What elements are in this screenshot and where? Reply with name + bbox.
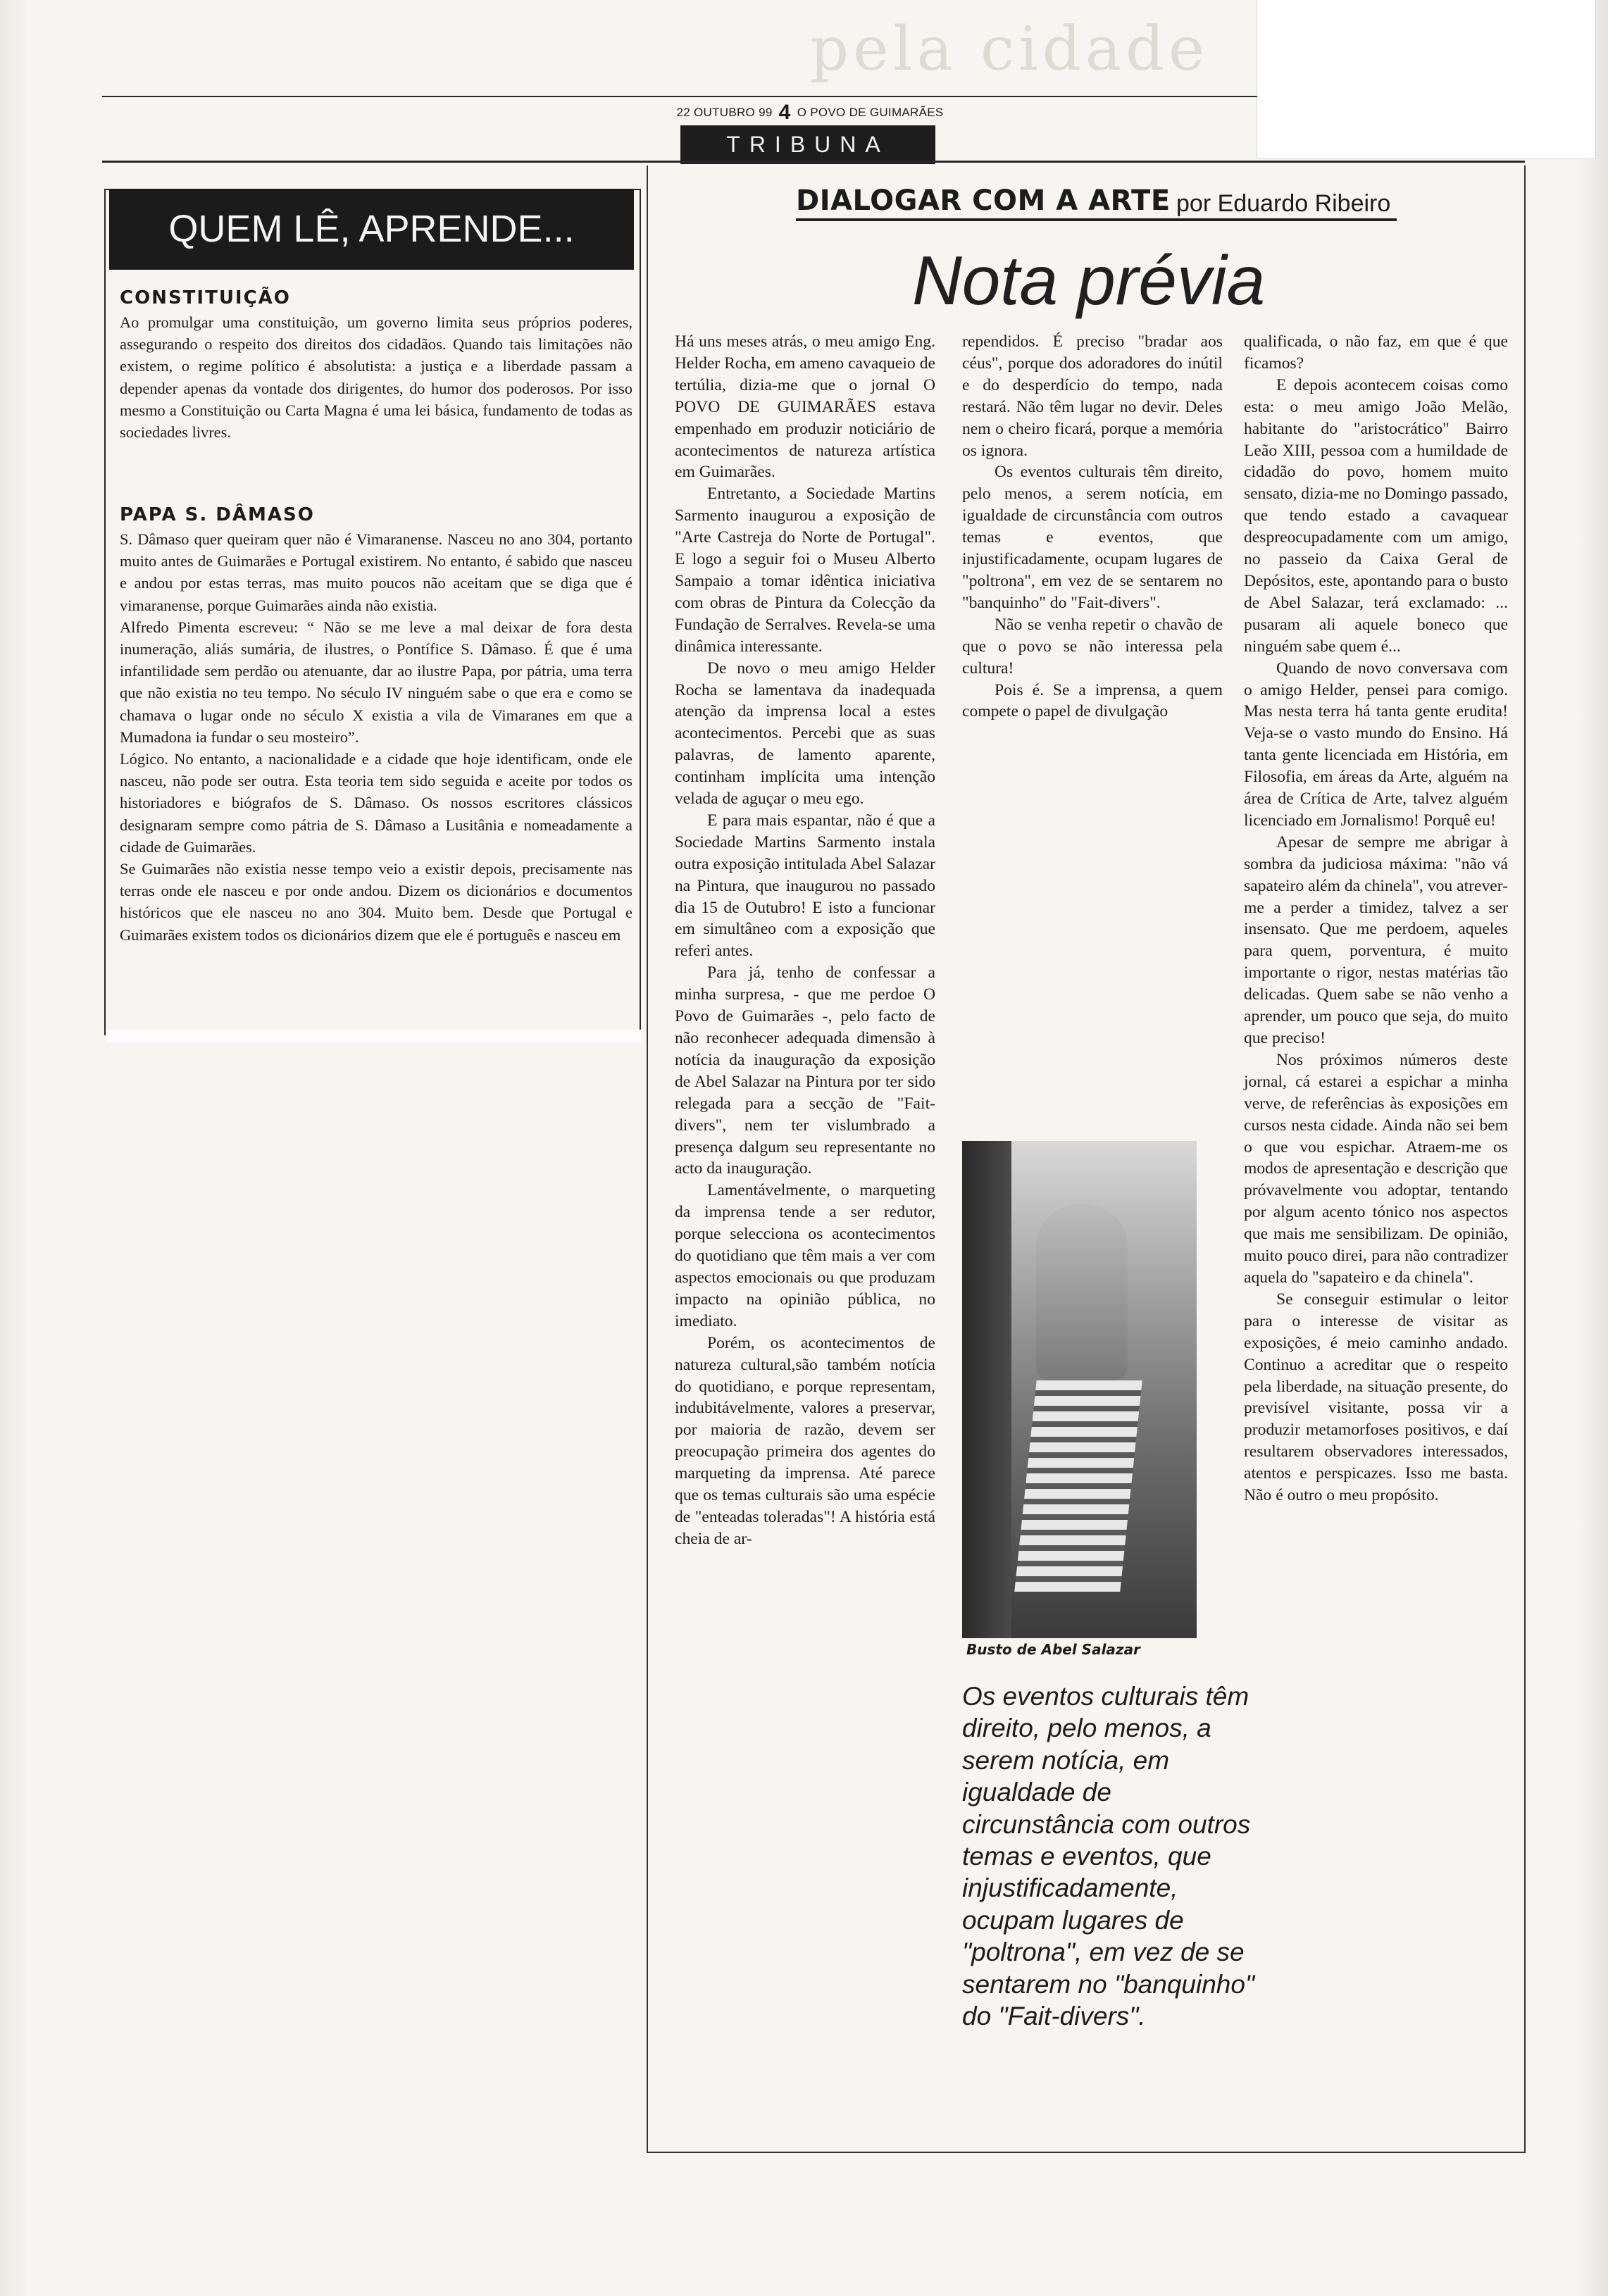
article-frame-bottom (647, 2152, 1526, 2153)
article-byline: por Eduardo Ribeiro (1176, 190, 1391, 217)
column-paragraph: rependidos. É preciso "bradar aos céus", porque dos adoradores do inútil e do desperdício do tempo, nada restará. Não têm lugar no devir. Deles nem o cheiro ficará, porque a memória os ignora. (962, 332, 1223, 460)
photo-pedestal (1014, 1380, 1142, 1592)
photo-tree-trunk (962, 1141, 1011, 1638)
column-paragraph: Não se venha repetir o chavão de que o povo se não interessa pela cultura! (962, 615, 1223, 678)
column-paragraph: De novo o meu amigo Helder Rocha se lamentava da inadequada atenção da imprensa local a estes acontecimentos. Percebi que as suas palavras, de lamento aparente, continham implícita uma intenção velada de aguçar o meu ego. (675, 659, 935, 809)
column-paragraph: E para mais espantar, não é que a Sociedade Martins Sarmento instala outra exposição intitulada Abel Salazar na Pintura, que inaugurou no passado dia 15 de Outubro! E isto a funcionar em simultâneo com a exposição que referi antes. (675, 811, 935, 961)
column-paragraph: Para já, tenho de confessar a minha surpresa, - que me perdoe O Povo de Guimarães -, pelo facto de não reconhecer adequada dimensão à notícia da inauguração da exposição de Abel Salazar na Pintura por ter sido relegada para a secção de "Fait-divers", nem ter vislumbrado a presença dalgum seu representante no acto da inauguração. (675, 963, 935, 1178)
constituicao-paragraph: Ao promulgar uma constituição, um governo limita seus próprios poderes, assegurando o respeito dos direitos dos cidadãos. Quando tais limitações não existem, o regime político é absolutista: a justiça e a liberdade passam a depender apenas da vontade dos dirigentes, do humor dos poderosos. Por isso mesmo a Constituição ou Carta Magna é uma lei básica, fundamento de todas as sociedades livres. (120, 313, 632, 442)
header-date: 22 OUTUBRO 99 (676, 106, 773, 119)
white-paper-patch (1257, 0, 1596, 159)
top-rule (102, 96, 1257, 97)
article-title: DIALOGAR COM A ARTE (796, 185, 1171, 217)
clipping-cut-edge (106, 1030, 641, 1042)
column-paragraph: Apesar de sempre me abrigar à sombra da judiciosa máxima: "não vá sapateiro além da chinela", vou atrever-me a perder a timidez, talvez a ser insensato. Que me perdoem, aqueles para quem, porventura, é muito importante o rigor, nestas matérias tão delicadas. Quem sabe se não venho a aprender, um pouco que seja, do muito que preciso! (1244, 832, 1508, 1047)
article-column-2 (962, 331, 1223, 723)
constituicao-text (120, 311, 632, 443)
constituicao-heading: CONSTITUIÇÃO (120, 287, 291, 308)
column-paragraph: Entretanto, a Sociedade Martins Sarmento inaugurou a exposição de "Arte Castreja do Norte de Portugal". E logo a seguir foi o Museu Alberto Sampaio a tomar idêntica iniciativa com obras de Pintura da Colecção da Fundação de Serralves. Revela-se uma dinâmica interessante. (675, 485, 935, 656)
section-rule (102, 161, 1525, 163)
header-paper-name: O POVO DE GUIMARÃES (797, 106, 944, 119)
column-paragraph: E depois acontecem coisas como esta: o meu amigo João Melão, habitante do "aristocrático" Bairro Leão XIII, pessoa com a humildade de cidadão do povo, homem muito sensato, dizia-me no Domingo passado, que tendo estado a cavaquear despreocupadamente com um amigo, no passeio da Caixa Geral de Depósitos, este, apontando para o busto de Abel Salazar, terá exclamado: ... pusaram ali aquele boneco que ninguém sabe quem é... (1244, 375, 1508, 656)
column-paragraph: Lamentávelmente, o marqueting da imprensa tende a ser redutor, porque selecciona os acontecimentos do quotidiano que têm mais a ver com aspectos emocionais ou que produzam impacto na opinião pública, no imediato. (675, 1181, 935, 1330)
article-column-1 (675, 331, 935, 1550)
damaso-text (120, 528, 632, 946)
article-column-3 (1244, 331, 1508, 1506)
column-paragraph: Pois é. Se a imprensa, a quem compete o papel de divulgação (962, 680, 1223, 721)
damaso-paragraph: Se Guimarães não existia nesse tempo veio a existir depois, precisamente nas terras onde ele nasceu e por onde andou. Dizem os dicionários e documentos históricos que ele nasceu no ano 304. Muito bem. Desde que Portugal e Guimarães existem todos os dicionários dizem que ele é português e nasceu em (120, 860, 632, 944)
faint-bleed-header: pela cidade (810, 14, 1209, 85)
damaso-paragraph: S. Dâmaso quer queiram quer não é Vimaranense. Nasceu no ano 304, portanto muito antes de Guimarães e Portugal existirem. No entanto, é sabido que nasceu e andou por estas terras, mas muito poucos não aceitam que se diga que é vimaranense, porque Guimarães ainda não existia. (120, 530, 632, 614)
article-frame-right (1524, 166, 1526, 2152)
page-number: 4 (778, 101, 791, 124)
photo-caption: Busto de Abel Salazar (966, 1641, 1140, 1658)
damaso-heading: PAPA S. DÂMASO (120, 504, 315, 525)
article-frame-left (647, 166, 648, 2152)
damaso-paragraph: Lógico. No entanto, a nacionalidade e a cidade que hoje identificam, onde ele nasceu, não pode ser outra. Esta teoria tem sido seguida e aceite por todos os historiadores e biógrafos de S. Dâmaso. Os nossos escritores clássicos designaram sempre como pátria de S. Dâmaso a Lusitânia e nomeadamente a cidade de Guimarães. (120, 750, 632, 856)
left-banner: QUEM LÊ, APRENDE... (109, 189, 634, 270)
bust-photo (962, 1141, 1197, 1638)
column-paragraph: Os eventos culturais têm direito, pelo menos, a serem notícia, em igualdade de circunstância com outros temas e eventos, que injustificadamente, ocupam lugares de "poltrona", em vez de se sentarem no "banquinho" do "Fait-divers". (962, 463, 1223, 612)
title-rule (796, 218, 1397, 221)
column-paragraph: Nos próximos números deste jornal, cá estarei a espichar a minha verve, de referências às exposições em cursos nesta cidade. Ainda não sei bem o que vou espichar. Atraem-me os modos de apresentação e descrição que próvavelmente vou adoptar, tentando por algum acento tónico nos aspectos que mais me sensibilizam. De opinião, muito pouco direi, para não contradizer aquela do "sapateiro e da chinela". (1244, 1050, 1508, 1287)
article-subtitle: Nota prévia (912, 242, 1266, 319)
column-paragraph: Há uns meses atrás, o meu amigo Eng. Helder Rocha, em ameno cavaqueio de tertúlia, dizia-me que o jornal O POVO DE GUIMARÃES estava empenhado em produzir noticiário de acontecimentos de natureza artística em Guimarães. (675, 332, 935, 482)
pull-quote: Os eventos culturais têm direito, pelo menos, a serem notícia, em igualdade de circunstância com outros temas e eventos, que injustificadamente, ocupam lugares de "poltrona", em vez de se sentarem no "banquinho" do "Fait-divers". (962, 1682, 1255, 2031)
page-header (662, 101, 958, 125)
column-paragraph: Porém, os acontecimentos de natureza cultural,são também notícia do quotidiano, e porque representam, indubitávelmente, valores a preservar, por maioria de razão, devem ser preocupação primeira dos agentes do marqueting da imprensa. Até parece que os temas culturais são uma espécie de "enteadas toleradas"! A história está cheia de ar- (675, 1333, 935, 1548)
damaso-paragraph: Alfredo Pimenta escreveu: “ Não se me leve a mal deixar de fora desta inumeração, aliás sumária, de ilustres, o Pontífice S. Dâmaso. É que é uma infantilidade sem perdão ou atenuante, dar ao ilustre Papa, por pátria, uma terra que não existia no teu tempo. No século IV ninguém sabe o que era e como se chamava o lugar onde no século X existia a vila de Vimaranes em que a Mumadona ia fundar o seu mosteiro”. (120, 618, 632, 746)
section-banner: TRIBUNA (680, 125, 935, 164)
photo-bust (1036, 1204, 1128, 1380)
column-paragraph: Se conseguir estimular o leitor para o interesse de visitar as exposições, é meio caminho andado. Continuo a acreditar que o respeito pela liberdade, na situação presente, do previsível visitante, possa vir a produzir metamorfoses positivos, e daí resultarem observadores interessados, atentos e perspicazes. Isso me basta. Não é outro o meu propósito. (1244, 1290, 1508, 1505)
column-paragraph: qualificada, o não faz, em que é que ficamos? (1244, 332, 1508, 373)
column-paragraph: Quando de novo conversava com o amigo Helder, pensei para comigo. Mas nesta terra há tanta gente erudita! Veja-se o vasto mundo do Ensino. Há tanta gente licenciada em História, em Filosofia, em áreas da Arte, alguém na área de Crítica de Arte, talvez alguém licenciado em Jornalismo! Porquê eu! (1244, 659, 1508, 830)
